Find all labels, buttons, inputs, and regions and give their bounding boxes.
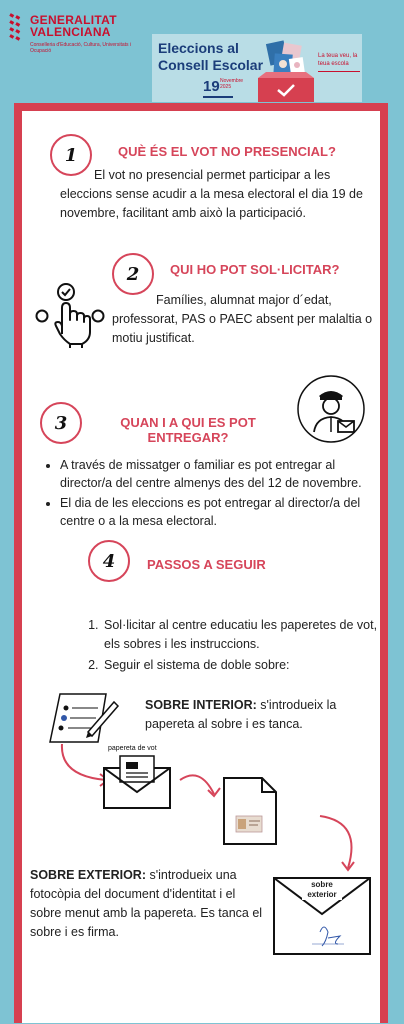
- date-underline: [203, 96, 233, 98]
- inner-envelope-text: [145, 696, 370, 734]
- slogan: La teua veu, la teua escola: [318, 53, 358, 67]
- step-item: 1. Sol·licitar al centre educatiu les paperetes de vot, els sobres i les instruccions.: [102, 616, 382, 654]
- outer-envelope-lead: SOBRE EXTERIOR:: [30, 868, 146, 882]
- event-title: Eleccions al Consell Escolar: [158, 40, 264, 73]
- step-number-2: 2: [112, 253, 154, 295]
- ballot-form-icon: [46, 692, 122, 746]
- arrow-icon: [318, 812, 362, 876]
- outer-envelope-desc: s'introdueix una fotocòpia del document d'identitat i el sobre menut amb la papereta. Es tanca el sobre i es firma.: [30, 868, 263, 939]
- section3-bullet: • A través de missatger o familiar es pot entregar al director/a del centre almenys des del 12 de novembre.: [60, 456, 386, 492]
- section4-heading: PASSOS A SEGUIR: [147, 557, 266, 572]
- generalitat-logo-icon: [8, 12, 30, 46]
- section4-steps: [86, 616, 382, 677]
- section2-heading: QUI HO POT SOL·LICITAR?: [170, 262, 340, 277]
- org-name: [30, 14, 117, 38]
- step-item: 2. Seguir el sistema de doble sobre:: [102, 656, 382, 675]
- inner-envelope-icon: [102, 754, 172, 810]
- step-number-1: 1: [50, 134, 92, 176]
- event-month: Novembre: [220, 78, 244, 84]
- outer-envelope-label: sobre exterior: [302, 880, 342, 900]
- event-month-year: [220, 78, 243, 90]
- org-department: Conselleria d'Educació, Cultura, Universitats i Ocupació: [30, 42, 131, 54]
- slogan-underline: [318, 71, 360, 72]
- step-number-3: 3: [40, 402, 82, 444]
- event-day: 19: [203, 78, 220, 95]
- section3-bullet-list: [44, 456, 386, 532]
- postal-worker-icon: [296, 374, 366, 444]
- section3-heading-line1: QUAN I A QUI ES POT: [120, 415, 256, 430]
- ballot-box-icon: [254, 40, 318, 104]
- org-name-line2: VALENCIANA: [30, 25, 111, 39]
- section3-bullet: • El dia de les eleccions es pot entregar al director/a del centre o a la mesa electoral.: [60, 494, 386, 530]
- section2-body: Famílies, alumnat major d´edat, professorat, PAS o PAEC absent per malaltia o motiu justificat.: [112, 293, 373, 345]
- arrow-icon: [178, 770, 224, 800]
- click-hand-icon: [34, 282, 108, 348]
- inner-envelope-lead: SOBRE INTERIOR:: [145, 698, 257, 712]
- section3-heading: [108, 415, 268, 445]
- id-document-icon: [222, 776, 278, 846]
- org-name-line1: GENERALITAT: [30, 13, 117, 27]
- inner-envelope-desc: s'introdueix la papereta al sobre i es tanca.: [145, 698, 337, 731]
- section1-body: El vot no presencial permet participar a les eleccions sense acudir a la mesa electoral el dia 19 de novembre, facilitant amb això la participació.: [60, 168, 363, 220]
- section3-heading-line2: ENTREGAR?: [147, 430, 229, 445]
- ballot-label: papereta de vot: [108, 745, 157, 752]
- outer-envelope-text: [30, 866, 268, 942]
- section1-heading: QUÈ ÉS EL VOT NO PRESENCIAL?: [118, 144, 336, 159]
- step-number-4: 4: [88, 540, 130, 582]
- event-year: 2025: [220, 84, 232, 90]
